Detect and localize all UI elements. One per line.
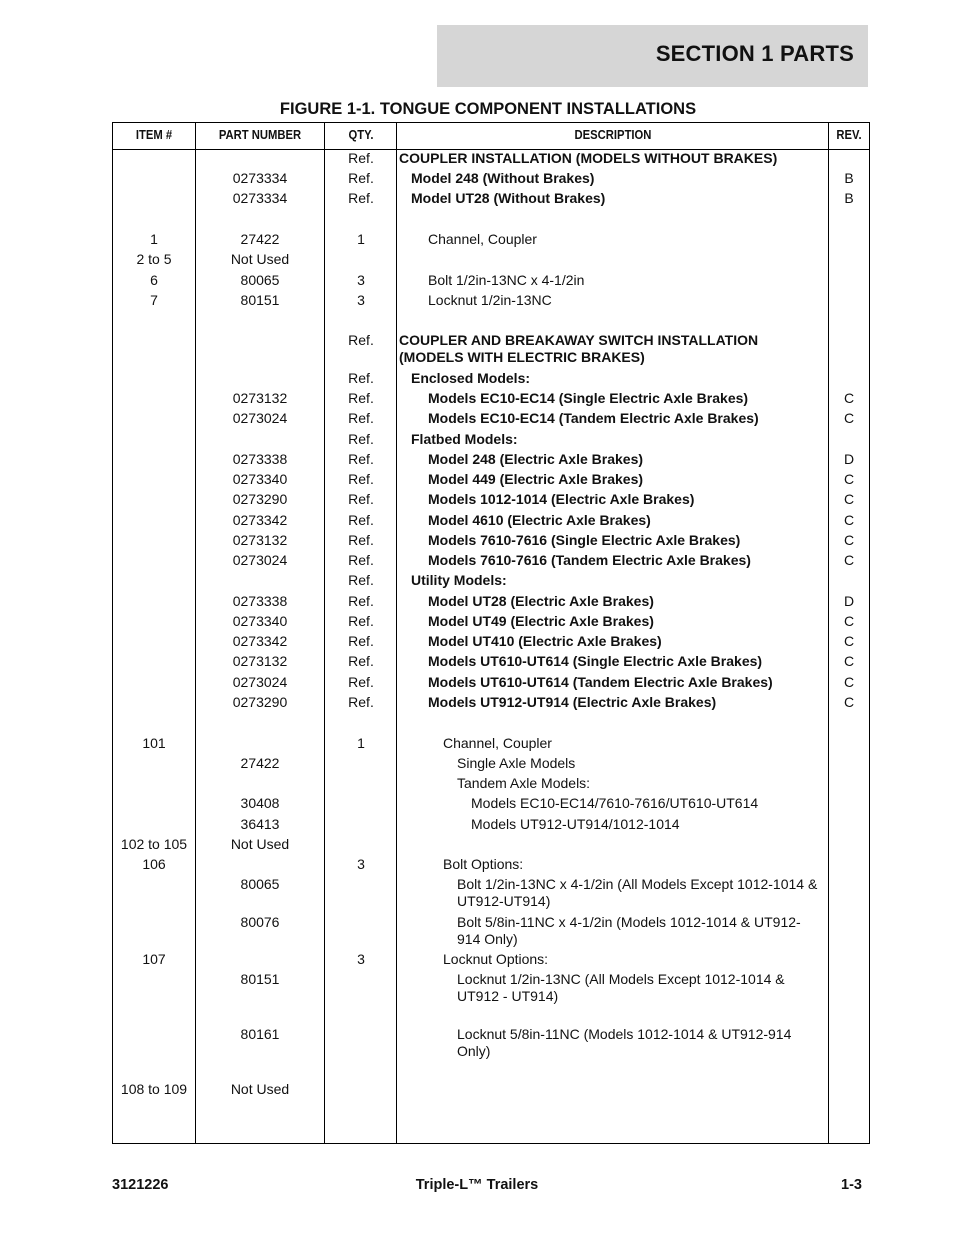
table-row (113, 170, 869, 190)
part-number-cell: 0273024 (232, 674, 288, 690)
part-number-cell: 80151 (240, 971, 280, 987)
qty-cell: Ref. (348, 332, 374, 348)
item-number-cell: 107 (142, 951, 166, 967)
rev-cell: C (843, 532, 855, 548)
col-header-item: ITEM # (135, 128, 173, 142)
table-row (113, 231, 869, 251)
part-number-cell: 0273132 (232, 390, 288, 406)
description-cell: Models 7610-7616 (Single Electric Axle Brakes) (428, 532, 741, 548)
qty-cell: Ref. (348, 552, 374, 568)
table-row (113, 370, 869, 390)
description-cell: Single Axle Models (457, 755, 576, 771)
qty-cell: Ref. (348, 572, 374, 588)
qty-cell: 3 (357, 292, 365, 308)
rev-cell: D (843, 451, 855, 467)
qty-cell: Ref. (348, 512, 374, 528)
table-row (113, 775, 869, 795)
rev-cell: C (843, 410, 855, 426)
item-number-cell: 106 (142, 856, 166, 872)
table-row (113, 613, 869, 633)
qty-cell: Ref. (348, 390, 374, 406)
part-number-cell: Not Used (230, 1081, 290, 1097)
qty-cell: 3 (357, 272, 365, 288)
table-row (113, 390, 869, 410)
description-cell: Bolt 1/2in-13NC x 4-1/2in (428, 272, 585, 288)
description-cell: Utility Models: (411, 572, 507, 588)
part-number-cell: 0273290 (232, 694, 288, 710)
rev-cell: C (843, 390, 855, 406)
qty-cell: Ref. (348, 653, 374, 669)
description-cell: Locknut 1/2in-13NC (All Models Except 1012-1014 & UT912 - UT914) (457, 971, 785, 1004)
part-number-cell: 0273334 (232, 190, 288, 206)
table-row (113, 572, 869, 592)
table-row (113, 332, 869, 365)
description-cell: Model 248 (Electric Axle Brakes) (428, 451, 644, 467)
qty-cell: Ref. (348, 532, 374, 548)
table-row (113, 272, 869, 292)
rev-cell: B (844, 170, 854, 186)
qty-cell: 1 (357, 735, 365, 751)
qty-cell: 3 (357, 951, 365, 967)
table-row (113, 836, 869, 856)
description-cell: Model UT410 (Electric Axle Brakes) (428, 633, 662, 649)
table-row (113, 876, 869, 909)
description-cell: Locknut Options: (443, 951, 549, 967)
footer-page-number: 1-3 (841, 1177, 862, 1193)
table-row (113, 1081, 869, 1101)
table-row (113, 532, 869, 552)
part-number-cell: 0273132 (232, 532, 288, 548)
description-cell: Models 1012-1014 (Electric Axle Brakes) (428, 491, 695, 507)
table-row (113, 795, 869, 815)
qty-cell: Ref. (348, 613, 374, 629)
qty-cell: Ref. (348, 190, 374, 206)
description-cell: Models EC10-EC14/7610-7616/UT610-UT614 (471, 795, 759, 811)
part-number-cell: 27422 (240, 755, 280, 771)
qty-cell: Ref. (348, 633, 374, 649)
table-row (113, 552, 869, 572)
part-number-cell: 0273338 (232, 451, 288, 467)
rev-cell: C (843, 613, 855, 629)
table-row (113, 431, 869, 451)
figure-title: FIGURE 1-1. TONGUE COMPONENT INSTALLATIONS (279, 100, 697, 118)
description-cell: Model 248 (Without Brakes) (411, 170, 595, 186)
table-row (113, 735, 869, 755)
part-number-cell: 0273290 (232, 491, 288, 507)
description-cell: Channel, Coupler (428, 231, 537, 247)
part-number-cell: 0273342 (232, 512, 288, 528)
description-cell: Bolt 1/2in-13NC x 4-1/2in (All Models Except 1012-1014 & UT912-UT914) (457, 876, 818, 909)
part-number-cell: 0273340 (232, 471, 288, 487)
qty-cell: Ref. (348, 451, 374, 467)
description-cell: Model UT49 (Electric Axle Brakes) (428, 613, 654, 629)
part-number-cell: 36413 (240, 816, 280, 832)
part-number-cell: 0273334 (232, 170, 288, 186)
rev-cell: C (843, 694, 855, 710)
qty-cell: Ref. (348, 150, 374, 166)
qty-cell: 3 (357, 856, 365, 872)
part-number-cell: 80151 (240, 292, 280, 308)
description-cell: Models 7610-7616 (Tandem Electric Axle Brakes) (428, 552, 751, 568)
qty-cell: Ref. (348, 431, 374, 447)
rev-cell: B (844, 190, 854, 206)
description-cell: Models EC10-EC14 (Single Electric Axle Brakes) (428, 390, 749, 406)
table-row (113, 633, 869, 653)
part-number-cell: 27422 (240, 231, 280, 247)
item-number-cell: 108 to 109 (120, 1081, 188, 1097)
rev-cell: C (843, 491, 855, 507)
rev-cell: D (843, 593, 855, 609)
part-number-cell: Not Used (230, 251, 290, 267)
rev-cell: C (843, 471, 855, 487)
description-cell: Locknut 1/2in-13NC (428, 292, 552, 308)
description-cell: Locknut 5/8in-11NC (Models 1012-1014 & UT912-914 Only) (457, 1026, 792, 1059)
qty-cell: Ref. (348, 674, 374, 690)
rev-cell: C (843, 512, 855, 528)
description-cell: Bolt 5/8in-11NC x 4-1/2in (Models 1012-1014 & UT912-914 Only) (457, 914, 801, 947)
qty-cell: Ref. (348, 491, 374, 507)
table-row (113, 653, 869, 673)
col-header-part-number: PART NUMBER (218, 128, 302, 142)
table-row (113, 512, 869, 532)
description-cell: Models UT912-UT914/1012-1014 (471, 816, 680, 832)
item-number-cell: 6 (150, 272, 158, 288)
rev-cell: C (843, 674, 855, 690)
qty-cell: Ref. (348, 170, 374, 186)
description-cell: Model UT28 (Electric Axle Brakes) (428, 593, 654, 609)
table-row (113, 755, 869, 775)
table-row (113, 1026, 869, 1059)
part-number-cell: Not Used (230, 836, 290, 852)
item-number-cell: 7 (150, 292, 158, 308)
description-cell: Model 4610 (Electric Axle Brakes) (428, 512, 651, 528)
part-number-cell: 80065 (240, 272, 280, 288)
table-row (113, 190, 869, 210)
rev-cell: C (843, 552, 855, 568)
parts-table (112, 122, 870, 1144)
table-row (113, 410, 869, 430)
part-number-cell: 80065 (240, 876, 280, 892)
item-number-cell: 102 to 105 (120, 836, 188, 852)
description-cell: COUPLER INSTALLATION (MODELS WITHOUT BRAKES) (399, 150, 778, 166)
col-header-rev: REV. (836, 128, 862, 142)
description-cell: Models EC10-EC14 (Tandem Electric Axle Brakes) (428, 410, 759, 426)
section-title: SECTION 1 PARTS (655, 41, 854, 66)
qty-cell: Ref. (348, 370, 374, 386)
description-cell: Models UT610-UT614 (Single Electric Axle Brakes) (428, 653, 763, 669)
part-number-cell: 0273024 (232, 410, 288, 426)
part-number-cell: 80161 (240, 1026, 280, 1042)
description-cell: Model 449 (Electric Axle Brakes) (428, 471, 644, 487)
item-number-cell: 101 (142, 735, 166, 751)
table-row (113, 674, 869, 694)
table-row (113, 971, 869, 1004)
table-row (113, 951, 869, 971)
qty-cell: Ref. (348, 694, 374, 710)
part-number-cell: 30408 (240, 795, 280, 811)
table-row (113, 914, 869, 947)
table-row (113, 816, 869, 836)
table-row (113, 251, 869, 271)
description-cell: Models UT610-UT614 (Tandem Electric Axle Brakes) (428, 674, 773, 690)
part-number-cell: 0273338 (232, 593, 288, 609)
description-cell: Enclosed Models: (411, 370, 531, 386)
item-number-cell: 1 (150, 231, 158, 247)
footer-product: Triple-L™ Trailers (415, 1177, 539, 1193)
table-row (113, 451, 869, 471)
description-cell: Tandem Axle Models: (457, 775, 591, 791)
table-row (113, 491, 869, 511)
part-number-cell: 0273342 (232, 633, 288, 649)
footer-doc-number: 3121226 (112, 1177, 169, 1193)
item-number-cell: 2 to 5 (136, 251, 172, 267)
col-header-description: DESCRIPTION (574, 128, 652, 142)
part-number-cell: 0273132 (232, 653, 288, 669)
description-cell: Models UT912-UT914 (Electric Axle Brakes) (428, 694, 717, 710)
part-number-cell: 0273024 (232, 552, 288, 568)
qty-cell: Ref. (348, 471, 374, 487)
table-row (113, 150, 869, 170)
table-row (113, 292, 869, 312)
table-row (113, 856, 869, 876)
rev-cell: C (843, 653, 855, 669)
col-header-qty: QTY. (348, 128, 374, 142)
rev-cell: C (843, 633, 855, 649)
part-number-cell: 80076 (240, 914, 280, 930)
section-header (437, 25, 868, 87)
qty-cell: Ref. (348, 410, 374, 426)
qty-cell: 1 (357, 231, 365, 247)
description-cell: COUPLER AND BREAKAWAY SWITCH INSTALLATION (MODELS WITH ELECTRIC BRAKES) (399, 332, 759, 365)
description-cell: Flatbed Models: (411, 431, 518, 447)
table-row (113, 593, 869, 613)
description-cell: Bolt Options: (443, 856, 524, 872)
part-number-cell: 0273340 (232, 613, 288, 629)
table-row (113, 694, 869, 714)
description-cell: Model UT28 (Without Brakes) (411, 190, 606, 206)
qty-cell: Ref. (348, 593, 374, 609)
description-cell: Channel, Coupler (443, 735, 552, 751)
table-row (113, 471, 869, 491)
